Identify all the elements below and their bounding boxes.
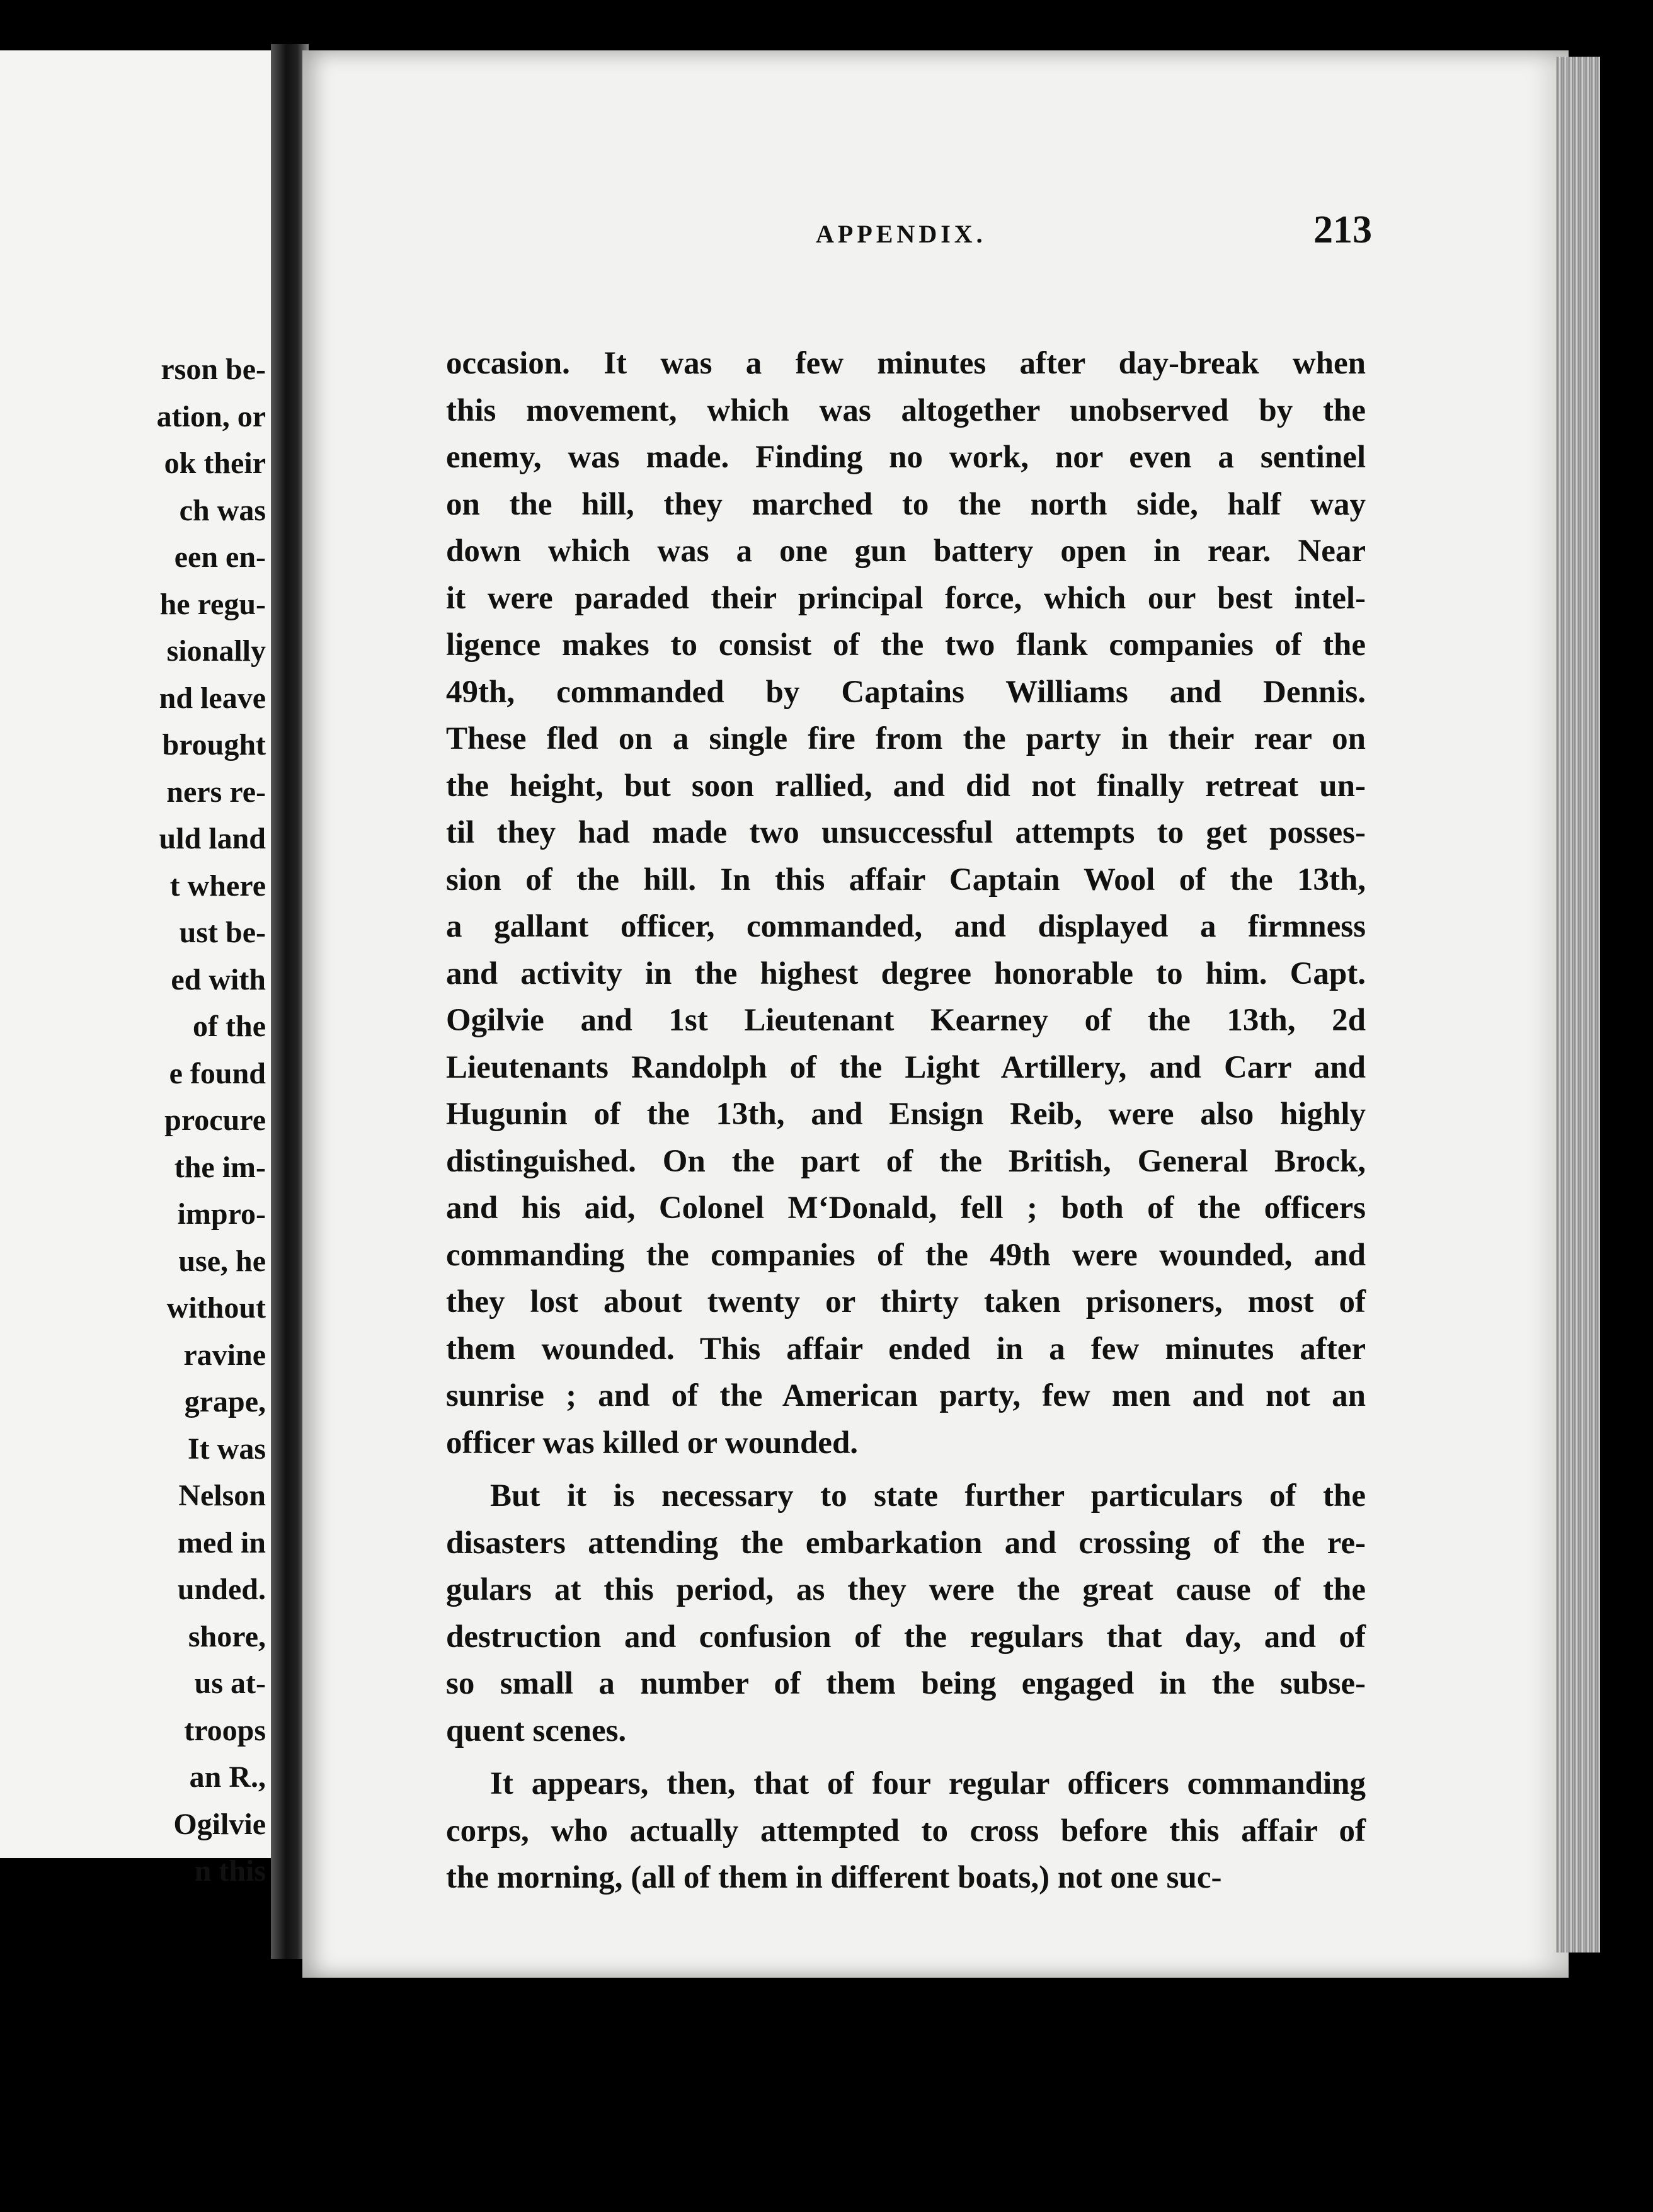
text-line: occasion. It was a few minutes after day-break when bbox=[446, 346, 1366, 381]
text-line: These fled on a single fire from the party in their rear on bbox=[446, 721, 1366, 756]
text-line: gulars at this period, as they were the great cause of the bbox=[446, 1572, 1366, 1607]
facing-page-line: nd leave bbox=[159, 681, 266, 715]
text-line: disasters attending the embarkation and crossing of the re- bbox=[446, 1525, 1366, 1561]
facing-page-line: It was bbox=[187, 1432, 266, 1466]
facing-page-line: unded. bbox=[177, 1573, 266, 1606]
text-line: Ogilvie and 1st Lieutenant Kearney of the 13th, 2d bbox=[446, 1003, 1366, 1038]
facing-page-line: Ogilvie bbox=[173, 1807, 266, 1841]
facing-page-line: Nelson bbox=[178, 1479, 266, 1512]
facing-page-line: n this bbox=[194, 1854, 266, 1888]
text-line: they lost about twenty or thirty taken prisoners, most of bbox=[446, 1284, 1366, 1320]
text-line: a gallant officer, commanded, and displayed a firmness bbox=[446, 909, 1366, 944]
facing-page-line: ed with bbox=[171, 962, 266, 996]
text-line: Hugunin of the 13th, and Ensign Reib, were also highly bbox=[446, 1097, 1366, 1132]
facing-page-line: procure bbox=[164, 1103, 266, 1137]
text-line: and his aid, Colonel M‘Donald, fell ; both of the officers bbox=[446, 1190, 1366, 1226]
text-line: them wounded. This affair ended in a few minutes after bbox=[446, 1331, 1366, 1367]
facing-page-line: ners re- bbox=[166, 775, 266, 809]
text-line: But it is necessary to state further particulars of the bbox=[490, 1478, 1366, 1514]
facing-page-line: an R., bbox=[189, 1760, 266, 1794]
facing-page-line: e found bbox=[169, 1056, 266, 1090]
page-number: 213 bbox=[1313, 208, 1372, 251]
facing-page-line: us at- bbox=[194, 1667, 266, 1700]
text-line: so small a number of them being engaged in the subse- bbox=[446, 1666, 1366, 1701]
facing-page-line: he regu- bbox=[159, 587, 266, 621]
text-line: commanding the companies of the 49th were wounded, and bbox=[446, 1237, 1366, 1273]
facing-page-text bbox=[1, 346, 266, 1895]
facing-page-line: ation, or bbox=[156, 399, 266, 433]
text-line: 49th, commanded by Captains Williams and Dennis. bbox=[446, 674, 1366, 710]
text-line: destruction and confusion of the regulars that day, and of bbox=[446, 1619, 1366, 1655]
paragraph bbox=[446, 1760, 1366, 1901]
facing-page-line: troops bbox=[184, 1713, 266, 1747]
facing-page-line: t where bbox=[169, 869, 266, 903]
text-line: enemy, was made. Finding no work, nor even a sentinel bbox=[446, 440, 1366, 475]
facing-page-line: uld land bbox=[159, 822, 266, 855]
text-line: til they had made two unsuccessful attempts to get posses- bbox=[446, 815, 1366, 850]
body-text bbox=[446, 340, 1366, 1901]
facing-page-line: without bbox=[166, 1291, 266, 1325]
text-line: officer was killed or wounded. bbox=[446, 1425, 859, 1461]
facing-page-line: of the bbox=[193, 1010, 266, 1043]
facing-page-left bbox=[0, 50, 277, 1888]
text-line: this movement, which was altogether unobserved by the bbox=[446, 392, 1366, 428]
facing-page-line: ust be- bbox=[179, 916, 266, 949]
facing-page-line: een en- bbox=[174, 540, 266, 574]
facing-page-line: rson be- bbox=[161, 353, 266, 386]
facing-page-line: ravine bbox=[183, 1338, 266, 1372]
text-line: on the hill, they marched to the north side, half way bbox=[446, 486, 1366, 522]
facing-page-line: shore, bbox=[188, 1619, 266, 1653]
facing-page-line: ok their bbox=[164, 447, 266, 480]
text-line: It appears, then, that of four regular officers commanding bbox=[490, 1766, 1366, 1801]
paragraph bbox=[446, 340, 1366, 1466]
text-line: corps, who actually attempted to cross before this affair of bbox=[446, 1813, 1366, 1849]
facing-page-line: brought bbox=[162, 728, 266, 761]
text-line: and activity in the highest degree honorable to him. Capt. bbox=[446, 955, 1366, 991]
text-line: ligence makes to consist of the two flank companies of the bbox=[446, 627, 1366, 663]
facing-page-line: sionally bbox=[166, 634, 266, 668]
paragraph bbox=[446, 1473, 1366, 1754]
text-line: down which was a one gun battery open in rear. Near bbox=[446, 533, 1366, 569]
text-line: sunrise ; and of the American party, few men and not an bbox=[446, 1378, 1366, 1413]
facing-page-line: the im- bbox=[174, 1150, 266, 1184]
text-line: Lieutenants Randolph of the Light Artillery, and Carr and bbox=[446, 1049, 1366, 1085]
text-line: it were paraded their principal force, which our best intel- bbox=[446, 580, 1366, 616]
text-line: sion of the hill. In this affair Captain Wool of the 13th, bbox=[446, 862, 1366, 898]
facing-page-line: grape, bbox=[184, 1385, 266, 1418]
text-line: the height, but soon rallied, and did not finally retreat un- bbox=[446, 768, 1366, 804]
text-line: quent scenes. bbox=[446, 1713, 627, 1748]
text-line: the morning, (all of them in different boats,) not one suc- bbox=[446, 1860, 1222, 1895]
facing-page-line: med in bbox=[177, 1525, 266, 1559]
text-line: distinguished. On the part of the British, General Brock, bbox=[446, 1143, 1366, 1179]
facing-page-line: use, he bbox=[178, 1244, 266, 1278]
running-head: APPENDIX. bbox=[816, 220, 987, 248]
page-edges bbox=[1556, 57, 1600, 1953]
facing-page-line: impro- bbox=[177, 1197, 266, 1231]
facing-page-line: ch was bbox=[179, 493, 266, 527]
